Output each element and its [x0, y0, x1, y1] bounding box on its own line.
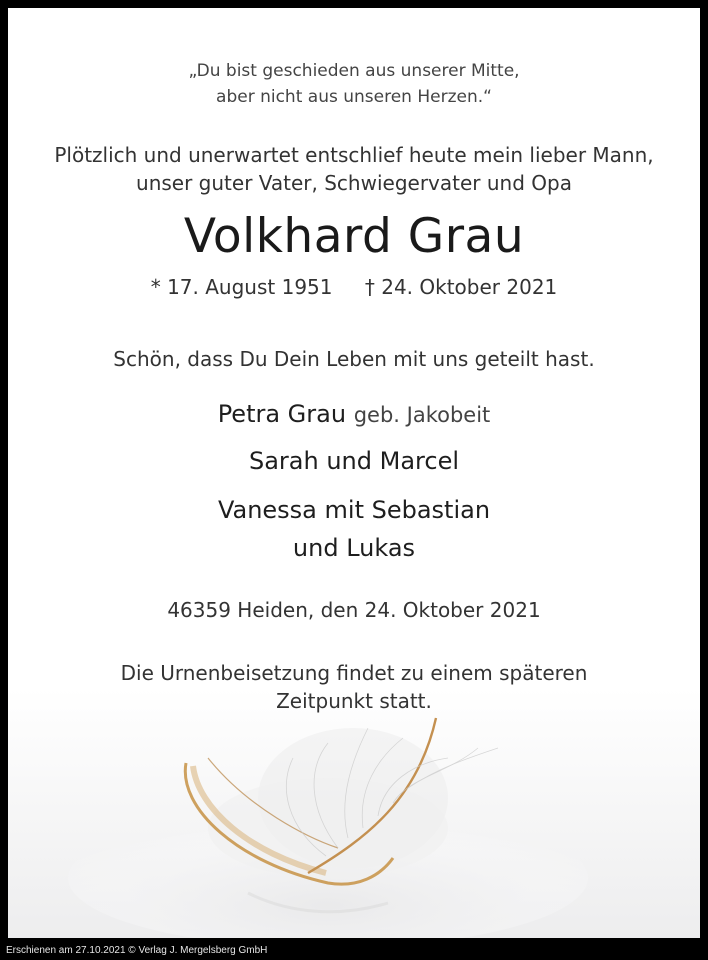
memorial-quote: „Du bist geschieden aus unserer Mitte, aber nicht aus unseren Herzen.“ — [188, 61, 520, 107]
obituary-notice — [8, 8, 700, 938]
publication-footer: Erschienen am 27.10.2021 © Verlag J. Mergelsberg GmbH — [6, 945, 268, 956]
burial-note: Die Urnenbeisetzung findet zu einem späteren Zeitpunkt statt. — [120, 661, 588, 713]
memorial-motto: Schön, dass Du Dein Leben mit uns geteilt hast. — [113, 347, 595, 371]
spouse-maiden-name: geb. Jakobeit — [353, 403, 491, 427]
spouse-name: Petra Grau — [217, 400, 347, 428]
death-date: † 24. Oktober 2021 — [364, 275, 558, 299]
place-and-date: 46359 Heiden, den 24. Oktober 2021 — [167, 598, 541, 622]
birth-date: * 17. August 1951 — [150, 275, 333, 299]
family-line-children: Sarah und Marcel — [248, 447, 460, 475]
deceased-name: Volkhard Grau — [183, 209, 525, 264]
family-line-grandchildren: Vanessa mit Sebastian und Lukas — [217, 496, 491, 562]
feather-illustration — [8, 688, 700, 938]
life-dates — [8, 274, 700, 300]
family-line-spouse — [8, 398, 700, 431]
announcement-intro: Plötzlich und unerwartet entschlief heute mein lieber Mann, unser guter Vater, Schwiegervater und Opa — [54, 143, 654, 195]
